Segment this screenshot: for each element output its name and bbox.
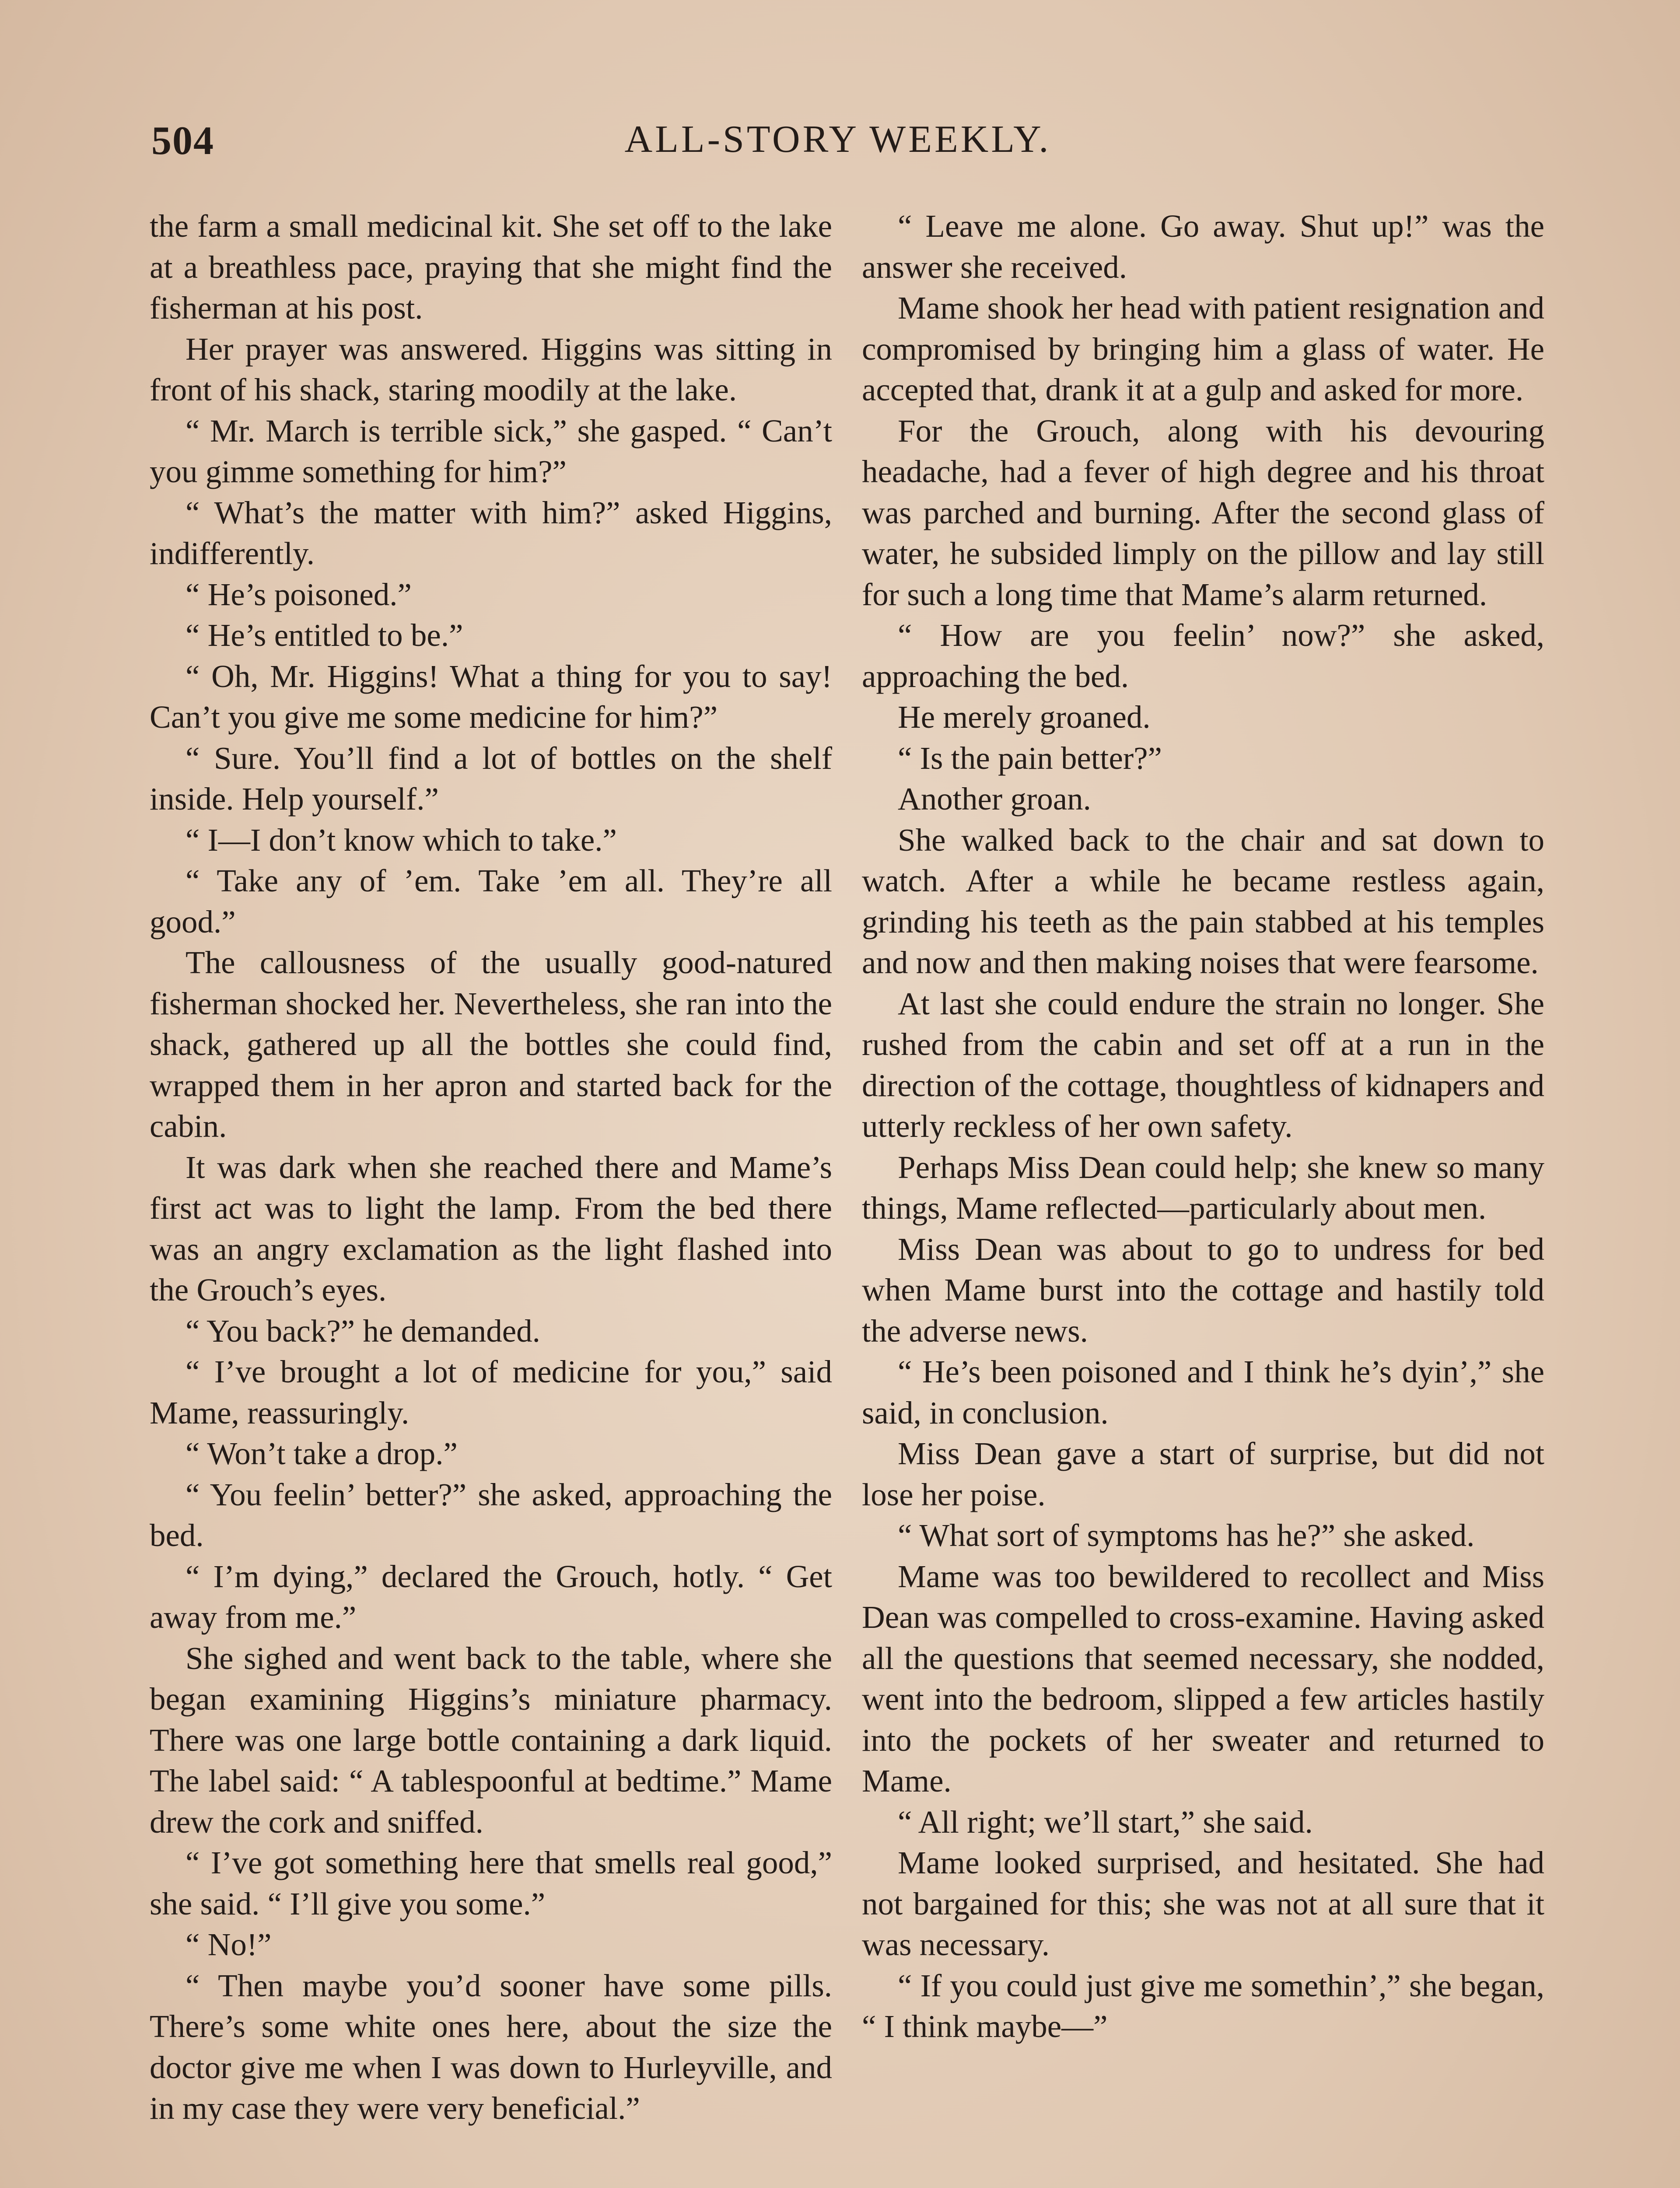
page-number: 504 — [151, 118, 214, 163]
paragraph: “ Mr. March is terrible sick,” she gasped. “ Can’t you gimme something for him?” — [150, 413, 832, 489]
paragraph: At last she could endure the strain no longer. She rushed from the cabin and set off at a run in the direction of the cottage, thoughtless of kidnapers and utterly reckless of her own safety. — [862, 985, 1544, 1144]
paragraph: She sighed and went back to the table, where she began examining Higgins’s miniature pharmacy. There was one large bottle containing a dark liquid. The label said: “ A tablespoonful at bedtime.” Mame drew the cork and sniffed. — [150, 1640, 832, 1840]
paragraph: Perhaps Miss Dean could help; she knew so many things, Mame reflected—particularly about men. — [862, 1149, 1544, 1226]
paragraph: “ Is the pain better?” — [898, 740, 1162, 776]
paragraph: “ What’s the matter with him?” asked Higgins, indifferently. — [150, 494, 832, 571]
paragraph: “ Then maybe you’d sooner have some pills. There’s some white ones here, about the size the doctor give me when I was down to Hurleyville, and in my case they were very beneficial.” — [150, 1967, 832, 2126]
paragraph: “ How are you feelin’ now?” she asked, approaching the bed. — [862, 617, 1544, 694]
left-column — [150, 206, 832, 2129]
paragraph: Another groan. — [898, 781, 1091, 817]
running-head: ALL-STORY WEEKLY. — [624, 118, 1051, 161]
paragraph: “ I—I don’t know which to take.” — [186, 822, 617, 858]
paragraph: The callousness of the usually good-natured fisherman shocked her. Nevertheless, she ran into the shack, gathered up all the bottles she could find, wrapped them in her apron and started back for the cabin. — [150, 945, 832, 1144]
paragraph: “ Oh, Mr. Higgins! What a thing for you to say! Can’t you give me some medicine for him?” — [150, 658, 832, 735]
paragraph: “ No!” — [186, 1927, 272, 1962]
paragraph: She walked back to the chair and sat down to watch. After a while he became restless again, grinding his teeth as the pain stabbed at his temples and now and then making noises that were fearsome. — [862, 822, 1544, 980]
paragraph: “ You back?” he demanded. — [186, 1313, 540, 1349]
paragraph: “ You feelin’ better?” she asked, approaching the bed. — [150, 1476, 832, 1553]
right-column — [862, 206, 1544, 2047]
paragraph: Mame looked surprised, and hesitated. She had not bargained for this; she was not at all sure that it was necessary. — [862, 1845, 1544, 1962]
paragraph: Mame shook her head with patient resignation and compromised by bringing him a glass of water. He accepted that, drank it at a gulp and asked for more. — [862, 290, 1544, 407]
paragraph: “ He’s poisoned.” — [186, 576, 412, 612]
paragraph: “ I’m dying,” declared the Grouch, hotly. “ Get away from me.” — [150, 1558, 832, 1635]
paragraph: “ Sure. You’ll find a lot of bottles on the shelf inside. Help yourself.” — [150, 740, 832, 817]
paragraph: “ He’s been poisoned and I think he’s dyin’,” she said, in conclusion. — [862, 1354, 1544, 1431]
paragraph: the farm a small medicinal kit. She set off to the lake at a breathless pace, praying that she might find the fisherman at his post. — [150, 208, 832, 326]
paragraph: Her prayer was answered. Higgins was sitting in front of his shack, staring moodily at the lake. — [150, 331, 832, 407]
paragraph: Miss Dean was about to go to undress for bed when Mame burst into the cottage and hastily told the adverse news. — [862, 1231, 1544, 1349]
paragraph: For the Grouch, along with his devouring headache, had a fever of high degree and his throat was parched and burning. After the second glass of water, he subsided limply on the pillow and lay still for such a long time that Mame’s alarm returned. — [862, 413, 1544, 612]
paragraph: “ He’s entitled to be.” — [186, 617, 463, 653]
paragraph: It was dark when she reached there and Mame’s first act was to light the lamp. From the bed there was an angry exclamation as the light flashed into the Grouch’s eyes. — [150, 1149, 832, 1308]
paragraph: Miss Dean gave a start of surprise, but did not lose her poise. — [862, 1436, 1544, 1512]
paragraph: “ Take any of ’em. Take ’em all. They’re all good.” — [150, 863, 832, 940]
paragraph: “ Won’t take a drop.” — [186, 1436, 458, 1471]
paragraph: “ I’ve got something here that smells real good,” she said. “ I’ll give you some.” — [150, 1845, 832, 1922]
paragraph: “ I’ve brought a lot of medicine for you,” said Mame, reassuringly. — [150, 1354, 832, 1431]
paragraph: He merely groaned. — [898, 699, 1151, 735]
paragraph: “ If you could just give me somethin’,” she began, “ I think maybe—” — [862, 1967, 1544, 2044]
paragraph: “ Leave me alone. Go away. Shut up!” was the answer she received. — [862, 208, 1544, 285]
paragraph: “ All right; we’ll start,” she said. — [898, 1804, 1313, 1840]
page-header — [149, 117, 1527, 170]
paragraph: “ What sort of symptoms has he?” she asked. — [898, 1518, 1475, 1553]
paragraph: Mame was too bewildered to recollect and Miss Dean was compelled to cross-examine. Having asked all the questions that seemed necessary, she nodded, went into the bedroom, slipped a few articles hastily into the pockets of her sweater and returned to Mame. — [862, 1558, 1544, 1799]
